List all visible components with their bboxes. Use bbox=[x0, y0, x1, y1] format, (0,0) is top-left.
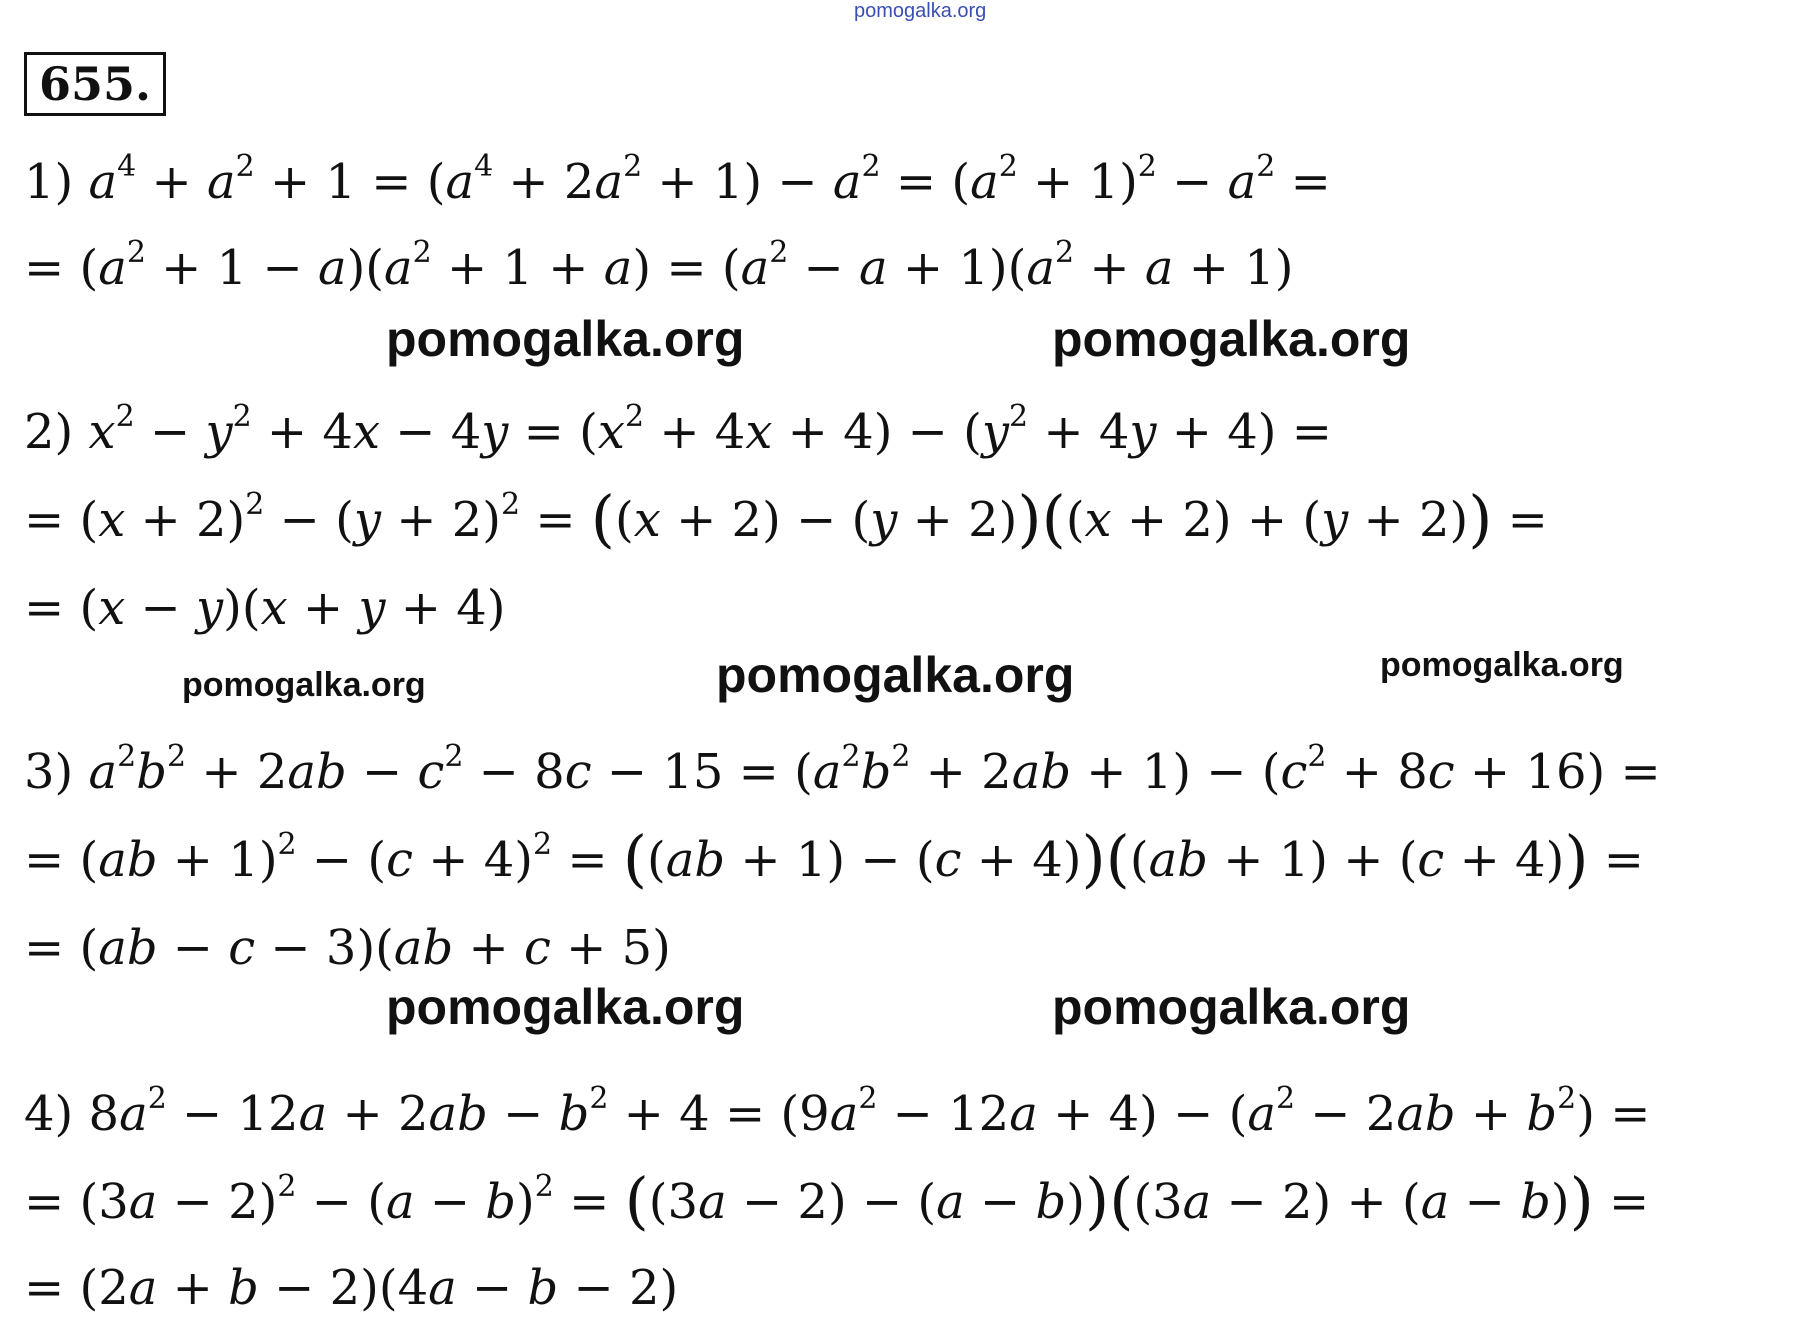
solution-line-2-2: = $(x + 2)^2 - (y + 2)^2 = ((x + 2) - (y + 2))((x + 2) + (y + 2))$ = bbox=[24, 482, 1548, 555]
top-watermark: pomogalka.org bbox=[854, 0, 987, 22]
watermark: pomogalka.org bbox=[386, 979, 745, 1035]
solution-line-3-2: = $(ab + 1)^2 - (c + 4)^2 = ((ab + 1) - (c + 4))((ab + 1) + (c + 4))$ = bbox=[24, 822, 1644, 895]
problem-number: 655. bbox=[24, 52, 166, 116]
watermark: pomogalka.org bbox=[1052, 979, 1411, 1035]
watermark: pomogalka.org bbox=[386, 311, 745, 367]
watermark: pomogalka.org bbox=[716, 647, 1075, 703]
solution-line-2-3: = (x − y)(x + y + 4) bbox=[24, 580, 506, 636]
watermark: pomogalka.org bbox=[182, 666, 426, 704]
solution-line-4-1: 4) $8a^2 - 12a + 2ab - b^2 + 4 = (9a^2 - 12a + 4) - (a^2 - 2ab + b^2)$ = bbox=[24, 1081, 1651, 1142]
watermark: pomogalka.org bbox=[1052, 311, 1411, 367]
watermark: pomogalka.org bbox=[1380, 646, 1624, 684]
solution-line-4-3: = (2a + b − 2)(4a − b − 2) bbox=[24, 1260, 679, 1316]
solution-line-3-1: 3) $a^2b^2 + 2ab - c^2 - 8c - 15 = (a^2b^2 + 2ab + 1) - (c^2 + 8c + 16)$ = bbox=[24, 739, 1661, 800]
solution-line-1-1: 1) $a^4 + a^2 + 1 = (a^4 + 2a^2 + 1) - a^2 = (a^2 + 1)^2 - a^2$ = bbox=[24, 149, 1331, 210]
solution-line-3-3: = (ab − c − 3)(ab + c + 5) bbox=[24, 920, 671, 976]
solution-line-2-1: 2) $x^2 - y^2 + 4x - 4y = (x^2 + 4x + 4) - (y^2 + 4y + 4)$ = bbox=[24, 399, 1332, 460]
solution-line-1-2: = $(a^2 + 1 - a)(a^2 + 1 + a) = (a^2 - a + 1)(a^2 + a + 1)$ bbox=[24, 235, 1294, 296]
solution-line-4-2: = $(3a - 2)^2 - (a - b)^2 = ((3a - 2) - (a - b))((3a - 2) + (a - b))$ = bbox=[24, 1164, 1650, 1237]
